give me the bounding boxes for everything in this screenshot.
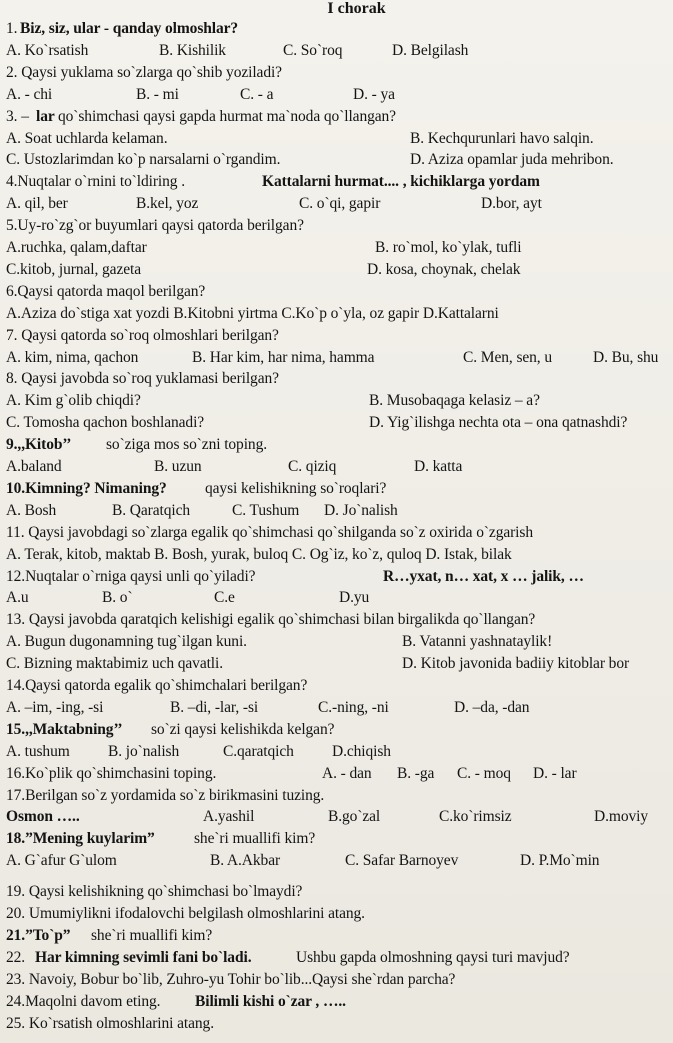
text-segment: D.bor, ayt [481,195,542,213]
text-segment: C. So`roq [283,41,343,59]
text-segment: A. G`afur G`ulom [6,852,117,870]
text-line [6,237,673,259]
text-line [6,850,673,872]
text-segment: Har kimning sevimli fani bo`ladi. [35,948,252,966]
text-line [6,587,673,609]
text-line [6,991,673,1013]
text-line [6,675,673,697]
text-segment: 13. Qaysi javobda qaratqich kelishigi egalik qo`shimchasi bilan birgalikda qo`llangan? [6,611,536,629]
text-segment: A.yashil [203,808,255,826]
text-segment: 12.Nuqtalar o`rniga qaysi unli qo`yiladi? [6,567,256,585]
text-segment: Osmon ….. [6,808,80,826]
text-segment: Kattalarni hurmat.... , kichiklarga yordam [262,173,540,191]
text-line [6,390,673,412]
text-segment: D. –da, -dan [454,698,530,716]
text-segment: D. - lar [533,764,577,782]
text-line [6,368,673,390]
text-segment: C. o`qi, gapir [299,195,381,213]
text-segment: D. Kitob javonida badiiy kitoblar bor [402,655,630,673]
text-segment: A. Terak, kitob, maktab B. Bosh, yurak, buloq C. Og`iz, ko`z, quloq D. Istak, bilak [6,545,512,563]
text-segment: A.u [6,589,29,607]
text-segment: 8. Qaysi javobda so`roq yuklamasi berilgan? [6,370,279,388]
text-segment: B. uzun [154,458,202,475]
text-line [6,281,673,303]
text-segment: B. -ga [397,764,435,782]
text-line [6,522,673,544]
text-segment: D. P.Mo`min [520,852,600,870]
text-line [6,106,673,128]
text-segment: B. Kishilik [159,41,226,59]
text-segment: 11. Qaysi javobdagi so`zlarga egalik qo`shimchasi qo`shilganda so`z oxirida o`zgarish [6,523,533,541]
text-segment: B. Qaratqich [112,501,190,519]
text-segment: A. Soat uchlarda kelaman. [6,129,168,147]
text-line [6,303,673,325]
text-segment: 18.”Mening kuylarim” [6,830,155,848]
text-line [6,925,673,947]
text-line [6,631,673,653]
text-segment: C. Ustozlarimdan ko`p narsalarni o`rgandim. [6,151,281,169]
text-line [6,128,673,150]
text-line [6,456,673,478]
text-segment: 15.,,Maktabning’’ [6,720,123,738]
text-segment: qo`shimchasi qaysi gapda hurmat ma`noda qo`llangan? [58,107,396,125]
text-segment: B. Musobaqaga kelasiz – a? [369,392,540,410]
text-segment: C. - moq [457,764,511,782]
text-segment: lar [36,107,55,125]
text-segment: D.chiqish [332,742,391,760]
text-line [6,215,673,237]
text-segment: A. Ko`rsatish [6,41,89,59]
text-segment: B. –di, -lar, -si [170,698,259,716]
text-segment: C.-ning, -ni [318,698,389,716]
text-line [6,40,673,62]
text-segment: 7. Qaysi qatorda so`roq olmoshlari berilgan? [6,326,279,344]
text-segment: 23. Navoiy, Bobur bo`lib, Zuhro-yu Tohir bo`lib...Qaysi she`rdan parcha? [6,970,456,988]
text-line [6,653,673,675]
text-segment: 3. – [6,107,29,125]
text-segment: 24.Maqolni davom eting. [6,992,161,1010]
text-segment: A. - chi [6,85,53,103]
text-line [6,193,673,215]
text-segment: 6.Qaysi qatorda maqol berilgan? [6,282,206,300]
text-line [6,478,673,500]
text-segment: C. Safar Barnoyev [345,852,459,870]
text-segment: B.kel, yoz [136,195,199,213]
text-segment: 25. Ko`rsatish olmoshlarini atang. [6,1014,214,1032]
text-line [6,84,673,106]
text-segment: so`ziga mos so`zni toping. [106,436,267,454]
text-line [6,903,673,925]
text-segment: R…yxat, n… xat, x … jalik, … [383,567,584,585]
text-line [6,828,673,850]
text-line [6,697,673,719]
text-segment: 2. Qaysi yuklama so`zlarga qo`shib yoziladi? [6,63,282,81]
text-segment: B. ro`mol, ko`ylak, tufli [375,239,522,256]
text-segment: B.go`zal [328,808,381,826]
text-line [6,171,673,193]
text-segment: D. Jo`nalish [324,501,398,519]
text-line [6,609,673,631]
text-segment: she`ri muallifi kim? [194,830,316,848]
text-segment: Biz, siz, ular - qanday olmoshlar? [20,20,239,37]
text-line [6,969,673,991]
text-line [6,566,673,588]
text-segment: Bilimli kishi o`zar , ….. [195,992,346,1010]
text-segment: C.e [214,589,235,607]
text-line [6,500,673,522]
text-line [6,719,673,741]
text-segment: A. Kim g`olib chiqdi? [6,392,141,410]
text-segment: 14.Qaysi qatorda egalik qo`shimchalari berilgan? [6,677,308,694]
text-segment: B. - mi [136,85,179,103]
text-segment: D. Yig`ilishga nechta ota – ona qatnashdi? [369,414,628,432]
text-segment: A. tushum [6,742,70,760]
text-line [6,544,673,566]
text-segment: C.qaratqich [223,742,294,760]
text-segment: A. - dan [322,764,372,782]
text-segment: D. Bu, shu [593,348,659,366]
text-line [6,947,673,969]
text-segment: B. Vatanni yashnataylik! [402,633,553,651]
text-segment: A. kim, nima, qachon [6,348,139,366]
text-segment: 5.Uy-ro`zg`or buyumlari qaysi qatorda berilgan? [6,217,304,235]
text-line [6,741,673,763]
text-line [6,434,673,456]
text-segment: B. A.Akbar [210,852,281,870]
text-segment: C. Bizning maktabimiz uch qavatli. [6,655,223,673]
text-segment: A. –im, -ing, -si [6,698,104,716]
text-segment: D. katta [414,458,463,475]
page-title: I chorak [327,0,386,17]
text-segment: D. Belgilash [392,41,469,59]
text-line [6,149,673,171]
text-segment: 20. Umumiylikni ifodalovchi belgilash olmoshlarini atang. [6,905,365,922]
text-segment: 4.Nuqtalar o`rnini to`ldiring . [6,173,185,191]
text-segment: B. Har kim, har nima, hamma [192,348,375,366]
text-segment: 21.”To`p” [6,926,71,944]
text-segment: C. qiziq [288,458,337,475]
text-segment: A.Aziza do`stiga xat yozdi B.Kitobni yirtma C.Ko`p o`yla, oz gapir D.Kattalarni [6,304,499,322]
text-line [6,763,673,785]
text-segment: 10.Kimning? Nimaning? [6,479,167,497]
text-segment: Ushbu gapda olmoshning qaysi turi mavjud? [296,948,570,966]
text-line [6,325,673,347]
text-segment: 16.Ko`plik qo`shimchasini toping. [6,764,217,782]
text-segment: D. - ya [353,85,395,103]
text-segment: A. qil, ber [6,195,68,213]
text-segment: 1. [6,20,18,37]
text-segment: 17.Berilgan so`z yordamida so`z birikmasini tuzing. [6,786,325,804]
text-segment: C.ko`rimsiz [439,808,512,826]
text-segment: D.moviy [594,808,648,826]
text-segment: so`zi qaysi kelishikda kelgan? [151,720,335,738]
text-segment: C.kitob, jurnal, gazeta [6,260,142,278]
text-segment: D. kosa, choynak, chelak [367,260,521,278]
text-line [6,806,673,828]
text-segment: A. Bosh [6,501,57,519]
text-segment: A.ruchka, qalam,daftar [6,239,147,256]
text-line [6,18,673,40]
text-segment: C. - a [240,85,274,103]
text-segment: qaysi kelishikning so`roqlari? [205,479,387,497]
text-segment: 22. [6,948,26,966]
text-segment: she`ri muallifi kim? [91,926,213,944]
text-segment: A. Bugun dugonamning tug`ilgan kuni. [6,633,247,651]
text-segment: A.baland [6,458,62,475]
text-segment: D. Aziza opamlar juda mehribon. [410,151,614,169]
text-line [6,62,673,84]
text-segment: B. jo`nalish [108,742,180,760]
text-segment: 19. Qaysi kelishikning qo`shimchasi bo`lmaydi? [6,883,303,901]
text-segment: C. Tomosha qachon boshlanadi? [6,414,205,432]
text-line [6,347,673,369]
text-segment: 9.,,Kitob’’ [6,436,72,454]
text-line [6,412,673,434]
text-segment: C. Men, sen, u [463,348,553,366]
text-line [6,785,673,807]
text-segment: D.yu [339,589,370,607]
text-segment: B. o` [102,589,133,607]
text-line [6,1013,673,1035]
text-segment: B. Kechqurunlari havo salqin. [410,129,594,147]
text-segment: C. Tushum [232,501,300,519]
text-line [6,259,673,281]
text-line [6,881,673,903]
